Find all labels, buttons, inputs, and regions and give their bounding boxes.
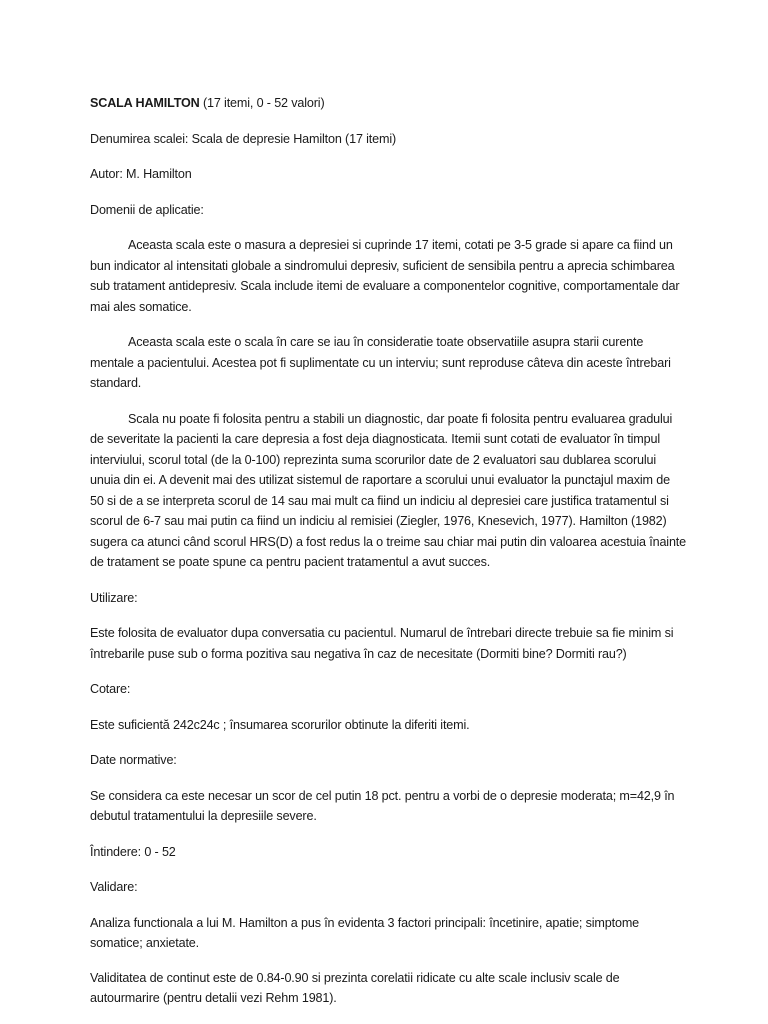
- scale-name-line: Denumirea scalei: Scala de depresie Hamilton (17 itemi): [90, 131, 397, 146]
- document-title-rest: (17 itemi, 0 - 52 valori): [199, 96, 325, 110]
- intindere-line: Întindere: 0 - 52: [90, 844, 176, 859]
- cotare-text: Este suficientă 242c24c ; însumarea scorurilor obtinute la diferiti itemi.: [90, 717, 470, 732]
- domenii-heading: Domenii de aplicatie:: [90, 202, 204, 217]
- utilizare-heading: Utilizare:: [90, 590, 138, 605]
- domenii-paragraph-2: Aceasta scala este o scala în care se iau în consideratie toate observatiile asupra starii curente mentale a pacientului. Acestea pot fi suplimentate cu un interviu; sunt reproduse câteva din aceste întrebari standard.: [90, 335, 671, 390]
- document-title-bold: SCALA HAMILTON: [90, 96, 200, 110]
- date-normative-heading: Date normative:: [90, 753, 177, 767]
- domenii-paragraph-3: Scala nu poate fi folosita pentru a stabili un diagnostic, dar poate fi folosita pentru evaluarea gradului de severitate la pacienti la care depresia a fost deja diagnosticata. Itemii sunt cotati de evaluator în timpul interviului, scorul total (de la 0-100) reprezinta suma scorurilor date de 2 evaluatori sau dublarea scorului unuia din ei. A devenit mai des utilizat sistemul de raportare a scorului unui evaluator la punctajul maxim de 50 si de a se interpreta scorul de 14 sau mai mult ca fiind un indiciu al depresiei care justifica tratamentul si scorul de 6-7 sau mai putin ca fiind un indiciu al remisiei (Ziegler, 1976, Knesevich, 1977). Hamilton (1982) sugera ca atunci când scorul HRS(D) a fost redus la o treime sau chiar mai putin din valoarea acestuia înainte de tratament se poate spune ca pentru pacient tratamentul a avut succes.: [90, 411, 687, 569]
- date-normative-text: Se considera ca este necesar un scor de cel putin 18 pct. pentru a vorbi de o depresie moderata; m=42,9 în debutul tratamentului la depresiile severe.: [90, 788, 675, 823]
- validare-heading: Validare:: [90, 880, 138, 894]
- author-line: Autor: M. Hamilton: [90, 167, 192, 181]
- validare-text-1: Analiza functionala a lui M. Hamilton a pus în evidenta 3 factori principali: încetinire, apatie; simptome somatice; anxietate.: [90, 915, 640, 950]
- cotare-heading: Cotare:: [90, 682, 131, 696]
- document-title: [90, 93, 686, 114]
- validare-text-2: Validitatea de continut este de 0.84-0.90 si prezinta corelatii ridicate cu alte scale inclusiv scale de autourmarire (pentru detalii vezi Rehm 1981).: [90, 970, 620, 1005]
- utilizare-text: Este folosita de evaluator dupa conversatia cu pacientul. Numarul de întrebari directe trebuie sa fie minim si întrebarile puse sub o forma pozitiva sau negativa în caz de necesitate (Dormiti bine? Dormiti rau?): [90, 626, 674, 661]
- domenii-paragraph-1: Aceasta scala este o masura a depresiei si cuprinde 17 itemi, cotati pe 3-5 grade si apare ca fiind un bun indicator al intensitati globale a sindromului depresiv, suficient de sensibila pentru a aprecia schimbarea sub tratament antidepresiv. Scala include itemi de evaluare a componentelor cognitive, comportamentale dar mai ales somatice.: [90, 238, 680, 314]
